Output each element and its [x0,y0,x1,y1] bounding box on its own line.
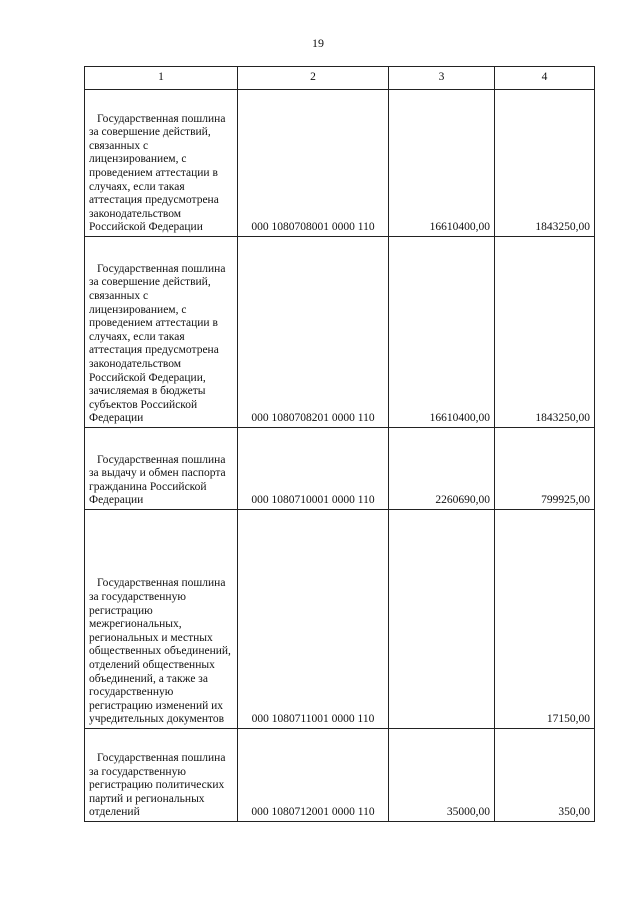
amount-column-3 [389,510,495,729]
budget-code-cell: 000 1080708201 0000 110 [238,237,389,428]
revenue-name-cell [85,729,238,822]
revenue-name: Государственная пошлина за совершение действий, связанных с лицензированием, с проведением аттестации в случаях, если такая аттестация предусмотрена законодательством Российской Федерации [89,112,226,234]
budget-code-cell: 000 1080712001 0000 110 [238,729,389,822]
budget-code-cell: 000 1080708001 0000 110 [238,90,389,237]
revenue-name: Государственная пошлина за совершение действий, связанных с лицензированием, с проведением аттестации в случаях, если такая аттестация предусмотрена законодательством Российской Федерации, зачисляемая в бюджеты субъектов Российской Федерации [89,262,226,425]
amount-column-4: 799925,00 [495,428,595,510]
amount-column-4: 350,00 [495,729,595,822]
amount-column-3: 16610400,00 [389,237,495,428]
revenue-name-cell [85,90,238,237]
column-header-4: 4 [495,67,595,90]
page-number: 19 [312,36,324,50]
amount-column-4: 1843250,00 [495,237,595,428]
amount-column-3: 35000,00 [389,729,495,822]
table-row [85,237,595,428]
column-header-3: 3 [389,67,495,90]
table-header-row [85,67,595,90]
revenue-name-cell [85,510,238,729]
table-row [85,90,595,237]
budget-revenue-table [84,66,595,822]
amount-column-3: 16610400,00 [389,90,495,237]
revenue-name: Государственная пошлина за государственную регистрацию межрегиональных, региональных и местных общественных объединений, отделений общественных объединений, а также за государственную регистрацию изменений их учредительных документов [89,577,231,726]
table-row [85,428,595,510]
revenue-name-cell [85,428,238,510]
revenue-name: Государственная пошлина за выдачу и обмен паспорта гражданина Российской Федерации [89,453,226,507]
column-header-2: 2 [238,67,389,90]
amount-column-3: 2260690,00 [389,428,495,510]
revenue-name: Государственная пошлина за государственную регистрацию политических партий и региональных отделений [89,752,226,819]
budget-code-cell: 000 1080711001 0000 110 [238,510,389,729]
amount-column-4: 17150,00 [495,510,595,729]
column-header-1: 1 [85,67,238,90]
table-row [85,729,595,822]
table-row [85,510,595,729]
revenue-name-cell [85,237,238,428]
budget-code-cell: 000 1080710001 0000 110 [238,428,389,510]
amount-column-4: 1843250,00 [495,90,595,237]
